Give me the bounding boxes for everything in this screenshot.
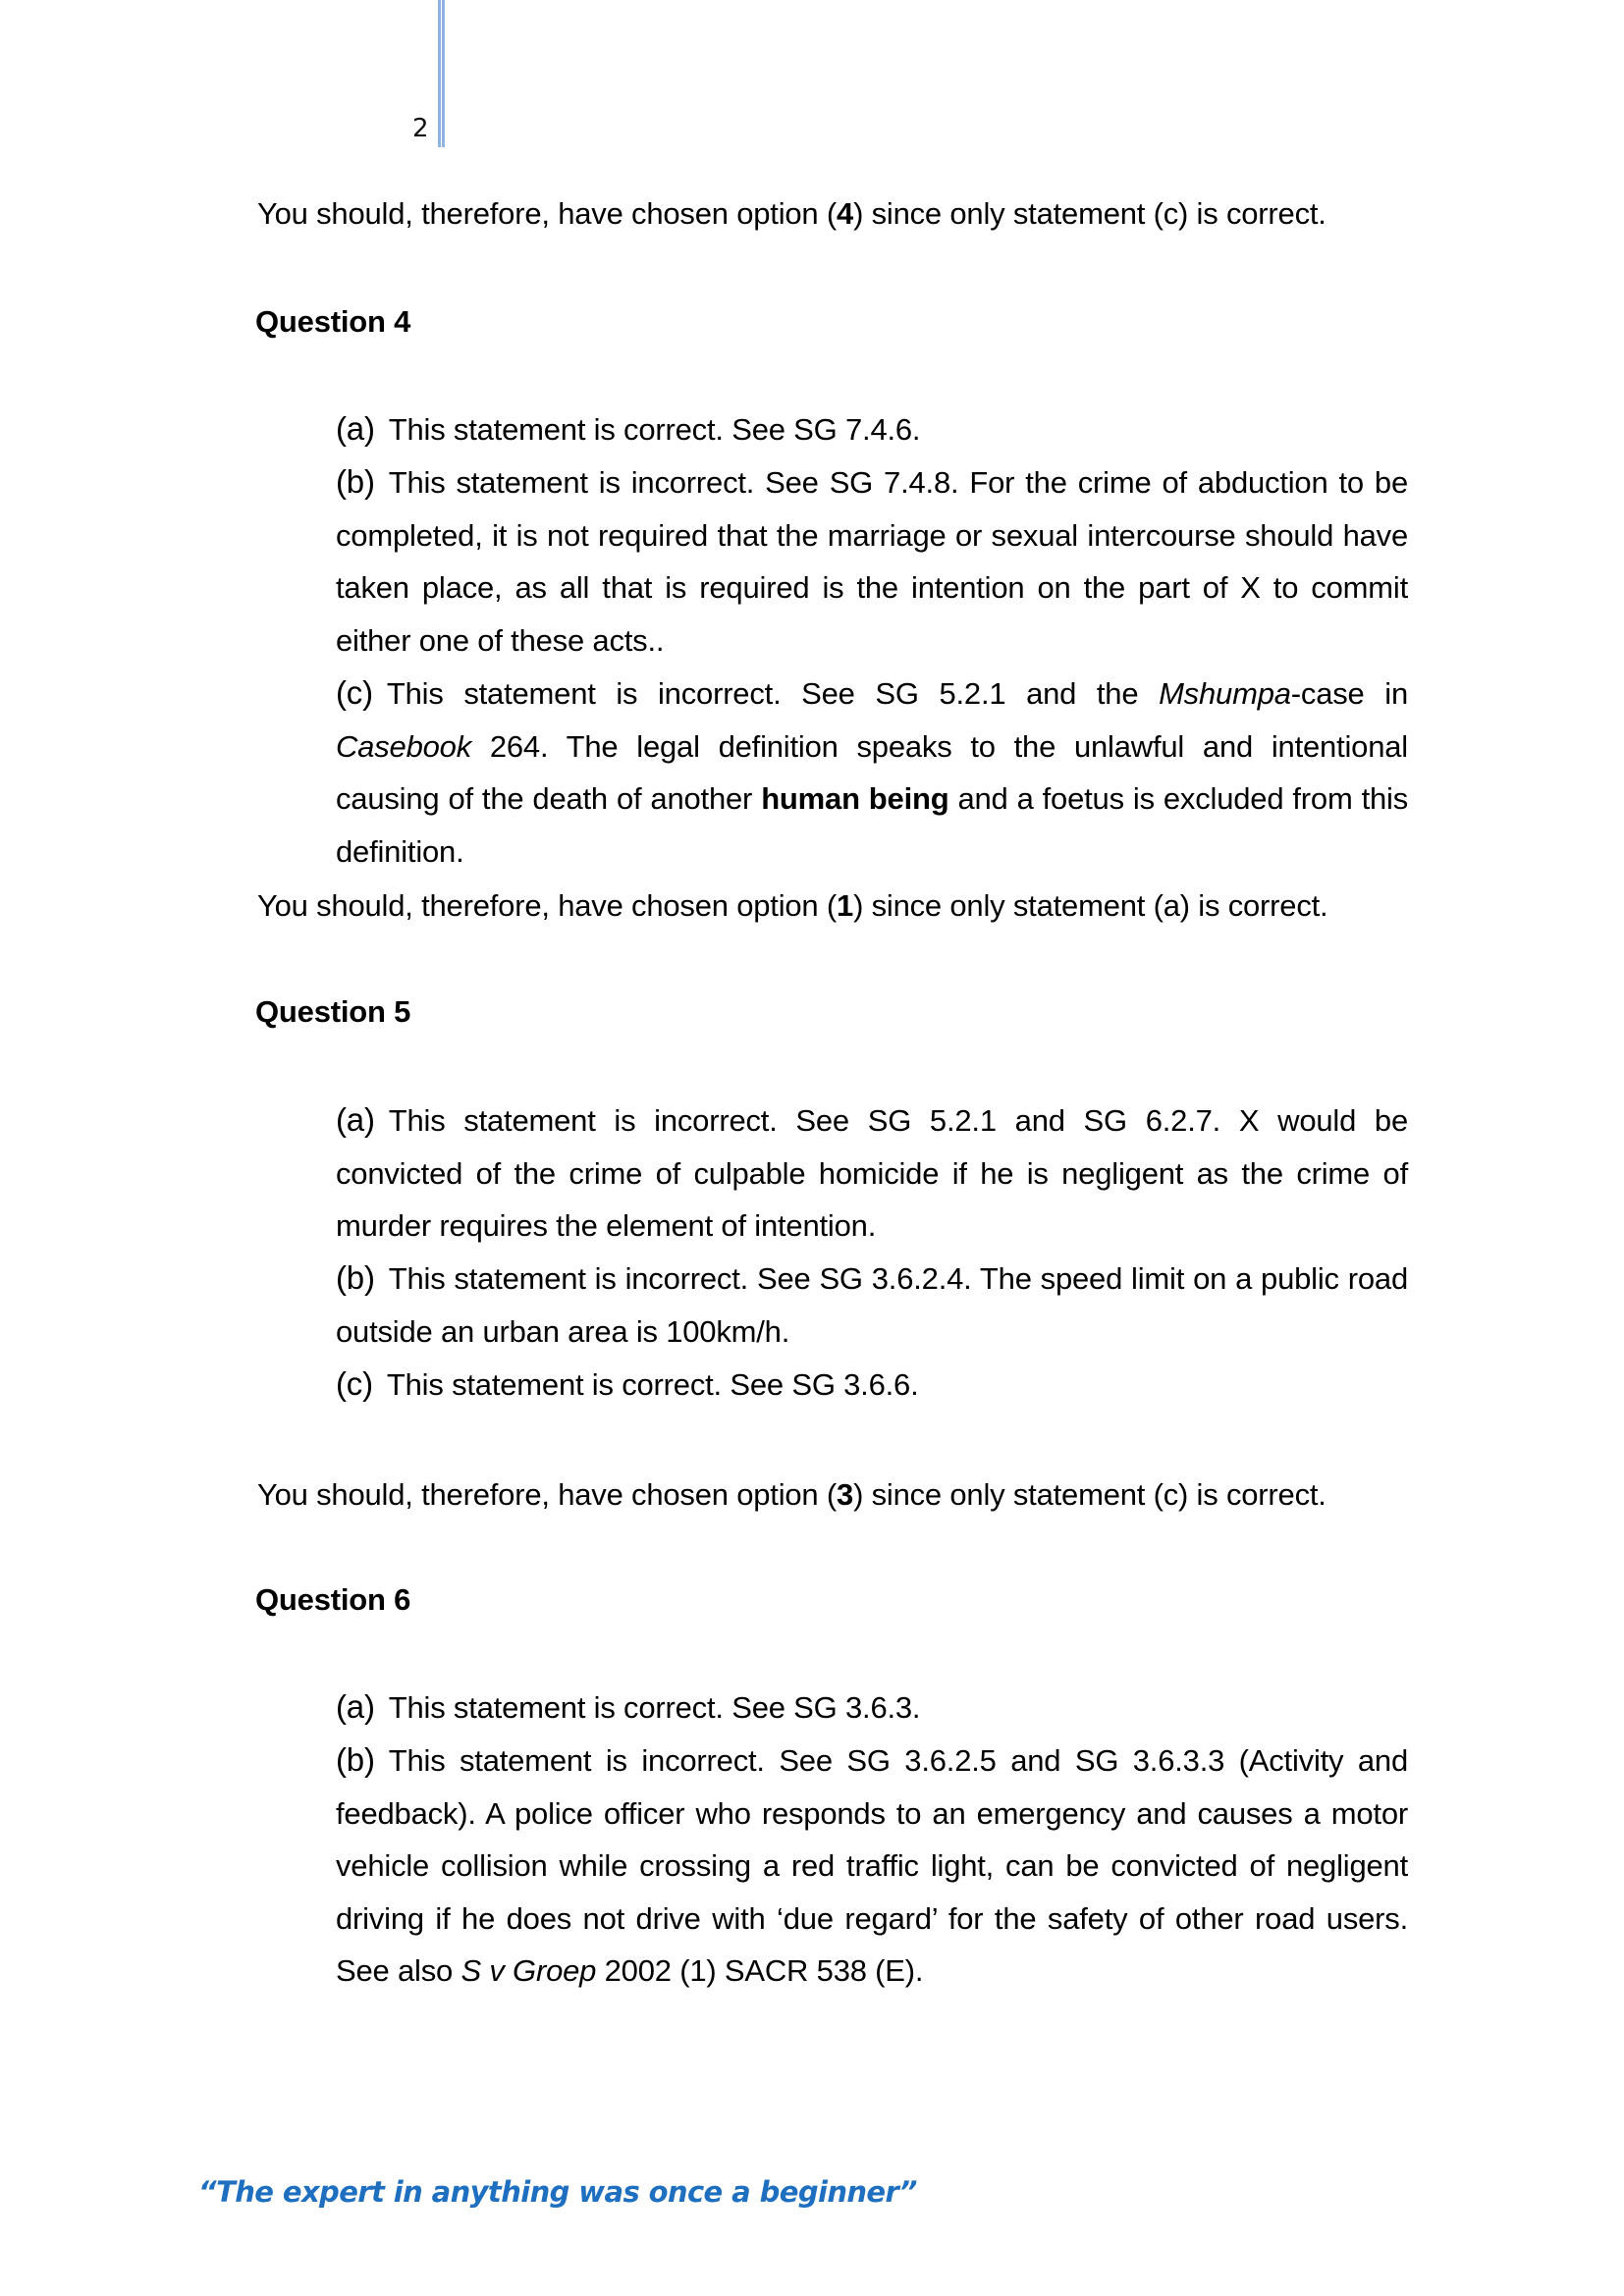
item-text: -case in xyxy=(1290,676,1408,711)
item-label: (a) xyxy=(336,1101,375,1138)
item-label: (b) xyxy=(336,463,375,500)
book-title: Casebook xyxy=(336,728,471,764)
item-text: This statement is incorrect. See SG 5.2.1 and SG 6.2.7. X would be convicted of the crime of culpable homicide if he is negligent as the crime of murder requires the element of intention. xyxy=(336,1103,1408,1243)
conclusion-text: ) since only statement (c) is correct. xyxy=(853,196,1326,231)
item-label: (c) xyxy=(336,1365,373,1402)
item-text: This statement is correct. See SG 3.6.6. xyxy=(386,1367,919,1402)
q5-item-c xyxy=(336,1358,1408,1412)
item-text: 2002 (1) SACR 538 (E). xyxy=(596,1953,924,1988)
answer-option: 3 xyxy=(837,1477,854,1512)
item-label: (c) xyxy=(336,674,373,711)
question-6-heading: Question 6 xyxy=(255,1582,411,1617)
q4-item-c xyxy=(336,667,1408,878)
conclusion-text: ) since only statement (a) is correct. xyxy=(853,888,1328,923)
item-label: (b) xyxy=(336,1741,375,1778)
item-text: This statement is incorrect. See SG 5.2.1 and the xyxy=(386,676,1160,711)
footer-quote: “The expert in anything was once a beginner” xyxy=(198,2175,917,2209)
item-text: This statement is incorrect. See SG 3.6.2.4. The speed limit on a public road outside an urban area is 100km/h. xyxy=(336,1261,1408,1349)
q5-item-a xyxy=(336,1094,1408,1253)
case-name: Mshumpa xyxy=(1159,676,1291,711)
answer-option: 1 xyxy=(837,888,854,923)
item-text: 264. The legal definition speaks to the unlawful and intentional causing of the death of another xyxy=(336,728,1408,816)
conclusion-text: ) since only statement (c) is correct. xyxy=(853,1477,1326,1512)
item-text: This statement is incorrect. See SG 3.6.2.5 and SG 3.6.3.3 (Activity and feedback). A police officer who responds to an emergency and causes a motor vehicle collision while crossing a red traffic light, can be convicted of negligent driving if he does not drive with ‘due regard’ for the safety of other road users. See also xyxy=(336,1743,1408,1988)
item-label: (a) xyxy=(336,1688,375,1725)
item-text: This statement is correct. See SG 7.4.6. xyxy=(388,412,921,447)
conclusion-text: You should, therefore, have chosen option ( xyxy=(257,1477,838,1512)
page-number: 2 xyxy=(412,114,429,143)
item-label: (a) xyxy=(336,410,375,447)
conclusion-q3 xyxy=(257,196,1326,232)
item-text: This statement is incorrect. See SG 7.4.8. For the crime of abduction to be completed, it is not required that the marriage or sexual intercourse should have taken place, as all that is required is the intention on the part of X to commit either one of these acts.. xyxy=(336,465,1408,658)
header-rule xyxy=(438,0,445,147)
item-text: This statement is correct. See SG 3.6.3. xyxy=(388,1690,921,1725)
case-name: S v Groep xyxy=(460,1953,597,1988)
question-5-heading: Question 5 xyxy=(255,994,411,1029)
item-label: (b) xyxy=(336,1259,375,1296)
emphasis: human being xyxy=(761,781,949,816)
q5-item-b xyxy=(336,1252,1408,1358)
q6-item-b xyxy=(336,1734,1408,1998)
conclusion-text: You should, therefore, have chosen option ( xyxy=(257,888,838,923)
answer-option: 4 xyxy=(837,196,854,231)
q6-item-a xyxy=(336,1681,1408,1735)
q4-item-a xyxy=(336,402,1408,456)
question-4-heading: Question 4 xyxy=(255,304,411,339)
q4-item-b xyxy=(336,455,1408,667)
conclusion-text: You should, therefore, have chosen option ( xyxy=(257,196,838,231)
conclusion-q4 xyxy=(257,888,1327,924)
conclusion-q5 xyxy=(257,1477,1326,1513)
item-text: and a foetus is excluded from this definition. xyxy=(336,781,1409,869)
